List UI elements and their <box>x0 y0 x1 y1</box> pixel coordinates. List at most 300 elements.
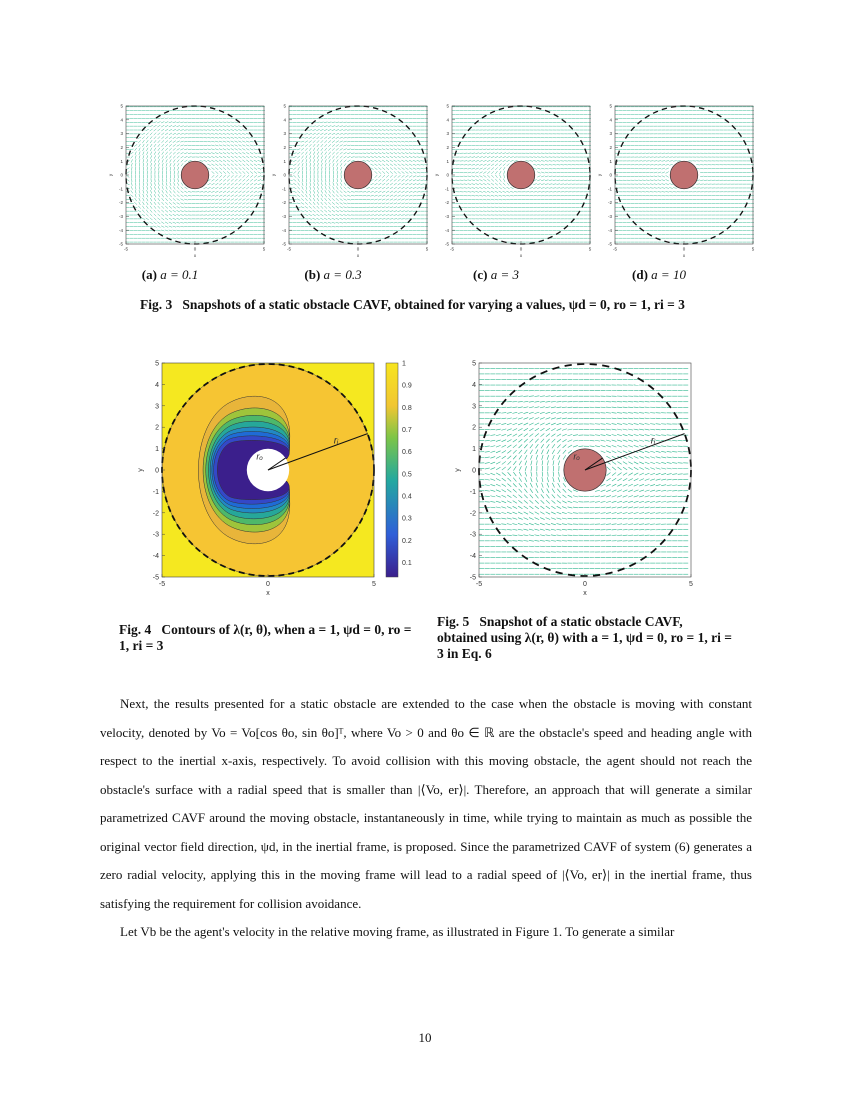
obstacle <box>181 161 209 189</box>
vector-arrow <box>200 153 204 154</box>
vector-arrow <box>184 134 188 135</box>
vector-arrow <box>468 157 472 158</box>
vector-arrow <box>313 137 316 139</box>
vector-arrow <box>378 191 381 193</box>
vector-arrow <box>541 161 545 162</box>
vector-arrow <box>328 133 331 135</box>
vector-arrow <box>325 148 327 151</box>
vector-arrow <box>366 145 370 146</box>
vector-arrow <box>154 214 157 217</box>
vector-arrow <box>499 149 503 150</box>
vector-arrow <box>417 153 421 154</box>
vector-arrow <box>211 191 214 192</box>
vector-arrow <box>227 195 230 197</box>
vector-arrow <box>169 194 171 197</box>
vector-arrow <box>382 179 385 181</box>
vector-arrow <box>495 199 498 200</box>
vector-arrow <box>491 164 494 166</box>
vector-arrow <box>336 194 339 197</box>
vector-arrow <box>347 199 350 200</box>
vector-arrow <box>142 133 145 135</box>
vector-arrow <box>394 199 397 200</box>
vector-arrow <box>242 191 245 193</box>
vector-arrow <box>321 190 323 193</box>
vector-arrow <box>397 137 400 138</box>
vector-arrow <box>174 167 175 170</box>
vector-arrow <box>223 126 226 127</box>
vector-arrow <box>472 188 475 189</box>
vector-arrow <box>325 178 326 182</box>
vector-arrow <box>317 202 319 205</box>
vector-arrow <box>219 137 222 138</box>
vector-arrow <box>483 179 486 181</box>
vector-arrow <box>157 129 160 131</box>
vector-arrow <box>374 164 377 166</box>
vector-arrow <box>468 153 472 154</box>
vector-arrow <box>374 183 377 185</box>
vector-arrow <box>464 176 468 177</box>
vector-arrow <box>347 215 351 216</box>
vector-arrow <box>340 156 343 158</box>
vector-arrow <box>386 160 389 162</box>
vector-arrow <box>173 198 176 200</box>
vector-arrow <box>502 199 506 200</box>
vector-arrow <box>398 171 401 173</box>
vector-arrow <box>184 145 187 146</box>
vector-arrow <box>297 145 300 146</box>
vector-arrow <box>207 137 211 138</box>
vector-arrow <box>143 190 144 193</box>
vector-arrow <box>405 203 408 204</box>
vector-arrow <box>305 206 308 208</box>
vector-arrow <box>154 210 156 213</box>
vector-arrow <box>479 176 482 178</box>
vector-arrow <box>464 168 468 169</box>
vector-arrow <box>417 160 420 161</box>
vector-arrow <box>553 164 557 165</box>
vector-arrow <box>382 211 385 212</box>
vector-arrow <box>382 175 385 177</box>
vector-arrow <box>170 182 171 185</box>
figure-3 <box>108 100 755 290</box>
vector-arrow <box>151 163 152 167</box>
vector-arrow <box>503 191 506 192</box>
vector-arrow <box>227 152 230 154</box>
vector-arrow <box>665 161 669 162</box>
vector-arrow <box>374 203 377 204</box>
vector-arrow <box>397 149 400 150</box>
vector-arrow <box>301 141 304 142</box>
vector-arrow <box>161 125 164 127</box>
vector-arrow <box>336 190 338 193</box>
vector-arrow <box>238 214 241 215</box>
vector-arrow <box>394 207 397 208</box>
vector-arrow <box>329 159 331 162</box>
vector-arrow <box>181 160 184 162</box>
vector-arrow <box>150 140 152 143</box>
vector-arrow <box>254 203 258 204</box>
vector-arrow <box>336 210 339 212</box>
vector-arrow <box>394 152 397 154</box>
vector-arrow <box>390 219 394 220</box>
vector-arrow <box>180 199 183 201</box>
vector-arrow <box>503 183 506 186</box>
vector-arrow <box>386 126 390 127</box>
vector-arrow <box>332 190 334 193</box>
vector-arrow <box>223 195 226 197</box>
vector-arrow <box>325 186 326 189</box>
vector-arrow <box>405 164 408 166</box>
vector-arrow <box>650 184 654 185</box>
vector-arrow <box>325 155 327 158</box>
vector-arrow <box>398 160 401 162</box>
vector-arrow <box>320 210 323 212</box>
vector-arrow <box>170 167 171 170</box>
vector-arrow <box>417 191 421 192</box>
vector-arrow <box>169 152 171 155</box>
vector-arrow <box>658 164 662 165</box>
vector-arrow <box>390 160 393 162</box>
vector-arrow <box>553 188 557 189</box>
vector-arrow <box>231 191 234 193</box>
vector-arrow <box>139 186 140 190</box>
vector-arrow <box>495 164 498 166</box>
vector-arrow <box>223 179 226 181</box>
vector-arrow <box>207 199 210 200</box>
vector-arrow <box>378 160 381 162</box>
vector-arrow <box>235 191 238 193</box>
vector-arrow <box>475 164 478 165</box>
vector-arrow <box>394 141 397 142</box>
vector-arrow <box>147 182 148 186</box>
vector-arrow <box>176 122 180 123</box>
vector-arrow <box>549 168 553 169</box>
vector-arrow <box>211 179 214 181</box>
vector-arrow <box>150 136 152 139</box>
vector-arrow <box>207 153 210 154</box>
vector-arrow <box>158 152 160 155</box>
vector-arrow <box>378 168 381 170</box>
vector-arrow <box>207 145 211 146</box>
vector-arrow <box>231 148 234 150</box>
vector-arrow <box>215 156 218 158</box>
vector-arrow <box>219 145 222 146</box>
vector-arrow <box>130 195 133 197</box>
vector-arrow <box>157 125 160 127</box>
vector-arrow <box>328 198 330 201</box>
vector-arrow <box>317 210 320 212</box>
vector-arrow <box>138 210 141 212</box>
vector-arrow <box>230 122 234 123</box>
vector-arrow <box>537 188 541 189</box>
vector-arrow <box>487 207 491 208</box>
vector-arrow <box>165 214 168 216</box>
vector-arrow <box>351 191 354 192</box>
vector-arrow <box>308 130 312 131</box>
vector-arrow <box>298 183 300 186</box>
vector-arrow <box>409 149 412 150</box>
vector-arrow <box>211 122 215 123</box>
vector-arrow <box>549 164 553 165</box>
vector-arrow <box>223 203 226 204</box>
vector-arrow <box>386 149 389 150</box>
vector-arrow <box>211 207 214 208</box>
vector-arrow <box>162 178 163 182</box>
vector-arrow <box>650 164 654 165</box>
vector-arrow <box>409 175 412 177</box>
vector-arrow <box>302 186 304 189</box>
vector-arrow <box>231 160 234 162</box>
vector-arrow <box>157 122 160 123</box>
vector-arrow <box>398 183 401 185</box>
vector-arrow <box>374 195 377 196</box>
vector-arrow <box>173 190 175 193</box>
vector-arrow <box>184 153 187 154</box>
vector-arrow <box>250 203 253 204</box>
vector-arrow <box>250 164 253 166</box>
vector-arrow <box>336 222 339 223</box>
vector-arrow <box>401 149 404 150</box>
vector-arrow <box>227 199 230 201</box>
vector-arrow <box>146 133 149 135</box>
vector-arrow <box>317 190 318 193</box>
vector-arrow <box>178 171 179 175</box>
vector-arrow <box>178 179 179 182</box>
vector-arrow <box>394 195 397 197</box>
vector-arrow <box>139 194 140 197</box>
vector-arrow <box>215 218 219 219</box>
vector-arrow <box>537 161 541 162</box>
vector-arrow <box>215 130 219 131</box>
vector-arrow <box>340 141 343 142</box>
vector-arrow <box>343 199 346 201</box>
vector-arrow <box>153 122 156 123</box>
vector-arrow <box>495 171 497 174</box>
vector-arrow <box>223 211 226 212</box>
vector-arrow <box>147 163 148 167</box>
vector-arrow <box>382 199 385 200</box>
vector-arrow <box>158 159 159 162</box>
vector-arrow <box>166 156 168 159</box>
vector-arrow <box>173 126 176 127</box>
vector-arrow <box>553 161 557 162</box>
vector-arrow <box>390 211 393 212</box>
vector-arrow <box>471 191 475 192</box>
vector-arrow <box>329 178 330 182</box>
vector-arrow <box>374 156 377 157</box>
vector-arrow <box>405 168 408 170</box>
vector-arrow <box>332 141 335 143</box>
vector-arrow <box>154 129 157 131</box>
vector-arrow <box>305 152 307 155</box>
vector-arrow <box>207 130 211 131</box>
y-tick-label: 5 <box>120 103 123 109</box>
vector-arrow <box>231 133 234 134</box>
vector-arrow <box>336 126 339 127</box>
vector-arrow <box>155 163 156 166</box>
vector-arrow <box>405 156 408 158</box>
vector-arrow <box>207 187 210 188</box>
vector-arrow <box>305 194 307 197</box>
vector-arrow <box>215 226 219 227</box>
vector-arrow <box>336 186 338 189</box>
vector-arrow <box>666 179 669 181</box>
vector-arrow <box>487 191 490 192</box>
vector-arrow <box>343 145 346 146</box>
vector-arrow <box>491 195 494 196</box>
vector-arrow <box>483 172 486 174</box>
vector-arrow <box>533 157 537 158</box>
vector-arrow <box>184 219 188 220</box>
vector-arrow <box>472 160 475 161</box>
vector-arrow <box>479 172 482 174</box>
vector-arrow <box>328 140 331 142</box>
vector-arrow <box>390 171 393 173</box>
vector-arrow <box>491 168 494 170</box>
vector-arrow <box>366 149 370 150</box>
vector-arrow <box>390 137 393 138</box>
vector-arrow <box>321 140 324 143</box>
vector-arrow <box>157 222 160 224</box>
vector-arrow <box>314 186 315 189</box>
vector-arrow <box>317 152 319 155</box>
vector-arrow <box>143 152 144 155</box>
vector-arrow <box>502 145 506 146</box>
vector-arrow <box>180 133 183 134</box>
vector-arrow <box>409 203 412 204</box>
vector-arrow <box>138 137 141 139</box>
vector-arrow <box>238 156 241 158</box>
vector-arrow <box>310 182 311 186</box>
vector-arrow <box>293 191 296 192</box>
vector-arrow <box>297 152 300 154</box>
vector-arrow <box>215 199 218 200</box>
vector-arrow <box>336 202 339 204</box>
vector-arrow <box>143 194 144 197</box>
vector-arrow <box>306 190 307 193</box>
vector-arrow <box>545 161 549 162</box>
vector-arrow <box>169 133 172 135</box>
vector-arrow <box>405 175 408 177</box>
vector-arrow <box>479 187 482 188</box>
vector-arrow <box>421 180 425 181</box>
vector-arrow <box>662 188 666 189</box>
vector-arrow <box>471 157 475 158</box>
vector-arrow <box>177 156 180 158</box>
vector-arrow <box>242 183 245 185</box>
vector-arrow <box>483 199 486 200</box>
vector-arrow <box>321 206 323 209</box>
vector-arrow <box>321 202 323 205</box>
vector-arrow <box>250 211 254 212</box>
vector-arrow <box>242 130 246 131</box>
vector-arrow <box>320 129 323 130</box>
vector-arrow <box>646 180 650 181</box>
vector-arrow <box>545 188 549 189</box>
vector-arrow <box>321 198 323 201</box>
vector-arrow <box>487 153 490 154</box>
vector-arrow <box>654 188 658 189</box>
vector-arrow <box>347 145 351 146</box>
vector-arrow <box>321 159 322 162</box>
vector-arrow <box>223 122 227 123</box>
vector-arrow <box>340 195 343 197</box>
vector-arrow <box>165 206 168 208</box>
vector-arrow <box>401 156 404 158</box>
vector-arrow <box>402 171 405 173</box>
vector-arrow <box>254 160 257 162</box>
vector-arrow <box>642 172 646 173</box>
vector-arrow <box>161 144 163 147</box>
vector-arrow <box>317 148 319 151</box>
vector-arrow <box>165 137 168 139</box>
vector-arrow <box>386 187 389 189</box>
vector-arrow <box>405 149 408 150</box>
vector-arrow <box>215 187 218 189</box>
vector-arrow <box>344 195 347 197</box>
vector-arrow <box>378 195 381 196</box>
vector-arrow <box>398 156 401 158</box>
vector-arrow <box>231 156 234 158</box>
vector-arrow <box>184 160 187 162</box>
vector-arrow <box>150 210 152 213</box>
vector-arrow <box>146 148 148 151</box>
vector-arrow <box>219 199 222 200</box>
vector-arrow <box>180 218 184 219</box>
vector-arrow <box>491 207 495 208</box>
vector-arrow <box>382 137 385 138</box>
vector-arrow <box>325 202 327 205</box>
vector-arrow <box>347 153 350 154</box>
vector-arrow <box>316 218 319 219</box>
vector-arrow <box>495 207 499 208</box>
vector-arrow <box>219 222 223 223</box>
vector-arrow <box>302 175 303 179</box>
vector-arrow <box>325 194 327 197</box>
vector-arrow <box>246 179 249 181</box>
vector-arrow <box>238 199 241 201</box>
vector-arrow <box>305 134 309 135</box>
vector-arrow <box>394 145 397 146</box>
vector-arrow <box>246 145 249 147</box>
vector-arrow <box>370 153 373 154</box>
vector-arrow <box>219 175 222 177</box>
vector-arrow <box>231 129 234 130</box>
vector-arrow <box>370 145 374 146</box>
vector-arrow <box>370 199 373 200</box>
vector-arrow <box>665 184 668 185</box>
vector-arrow <box>475 199 479 200</box>
vector-arrow <box>483 153 486 154</box>
vector-arrow <box>650 172 654 173</box>
vector-arrow <box>165 198 167 201</box>
vector-arrow <box>169 198 172 201</box>
vector-arrow <box>471 149 475 150</box>
vector-arrow <box>180 230 184 231</box>
vector-arrow <box>211 219 215 220</box>
vector-arrow <box>184 187 187 189</box>
vector-arrow <box>320 218 323 220</box>
figure-3-panel-d <box>599 100 759 260</box>
vector-arrow <box>219 207 222 208</box>
vector-arrow <box>394 191 397 193</box>
vector-arrow <box>165 129 168 131</box>
vector-arrow <box>250 168 253 170</box>
vector-arrow <box>184 203 187 204</box>
vector-arrow <box>158 210 161 213</box>
vector-arrow <box>541 168 544 169</box>
vector-arrow <box>413 191 416 192</box>
